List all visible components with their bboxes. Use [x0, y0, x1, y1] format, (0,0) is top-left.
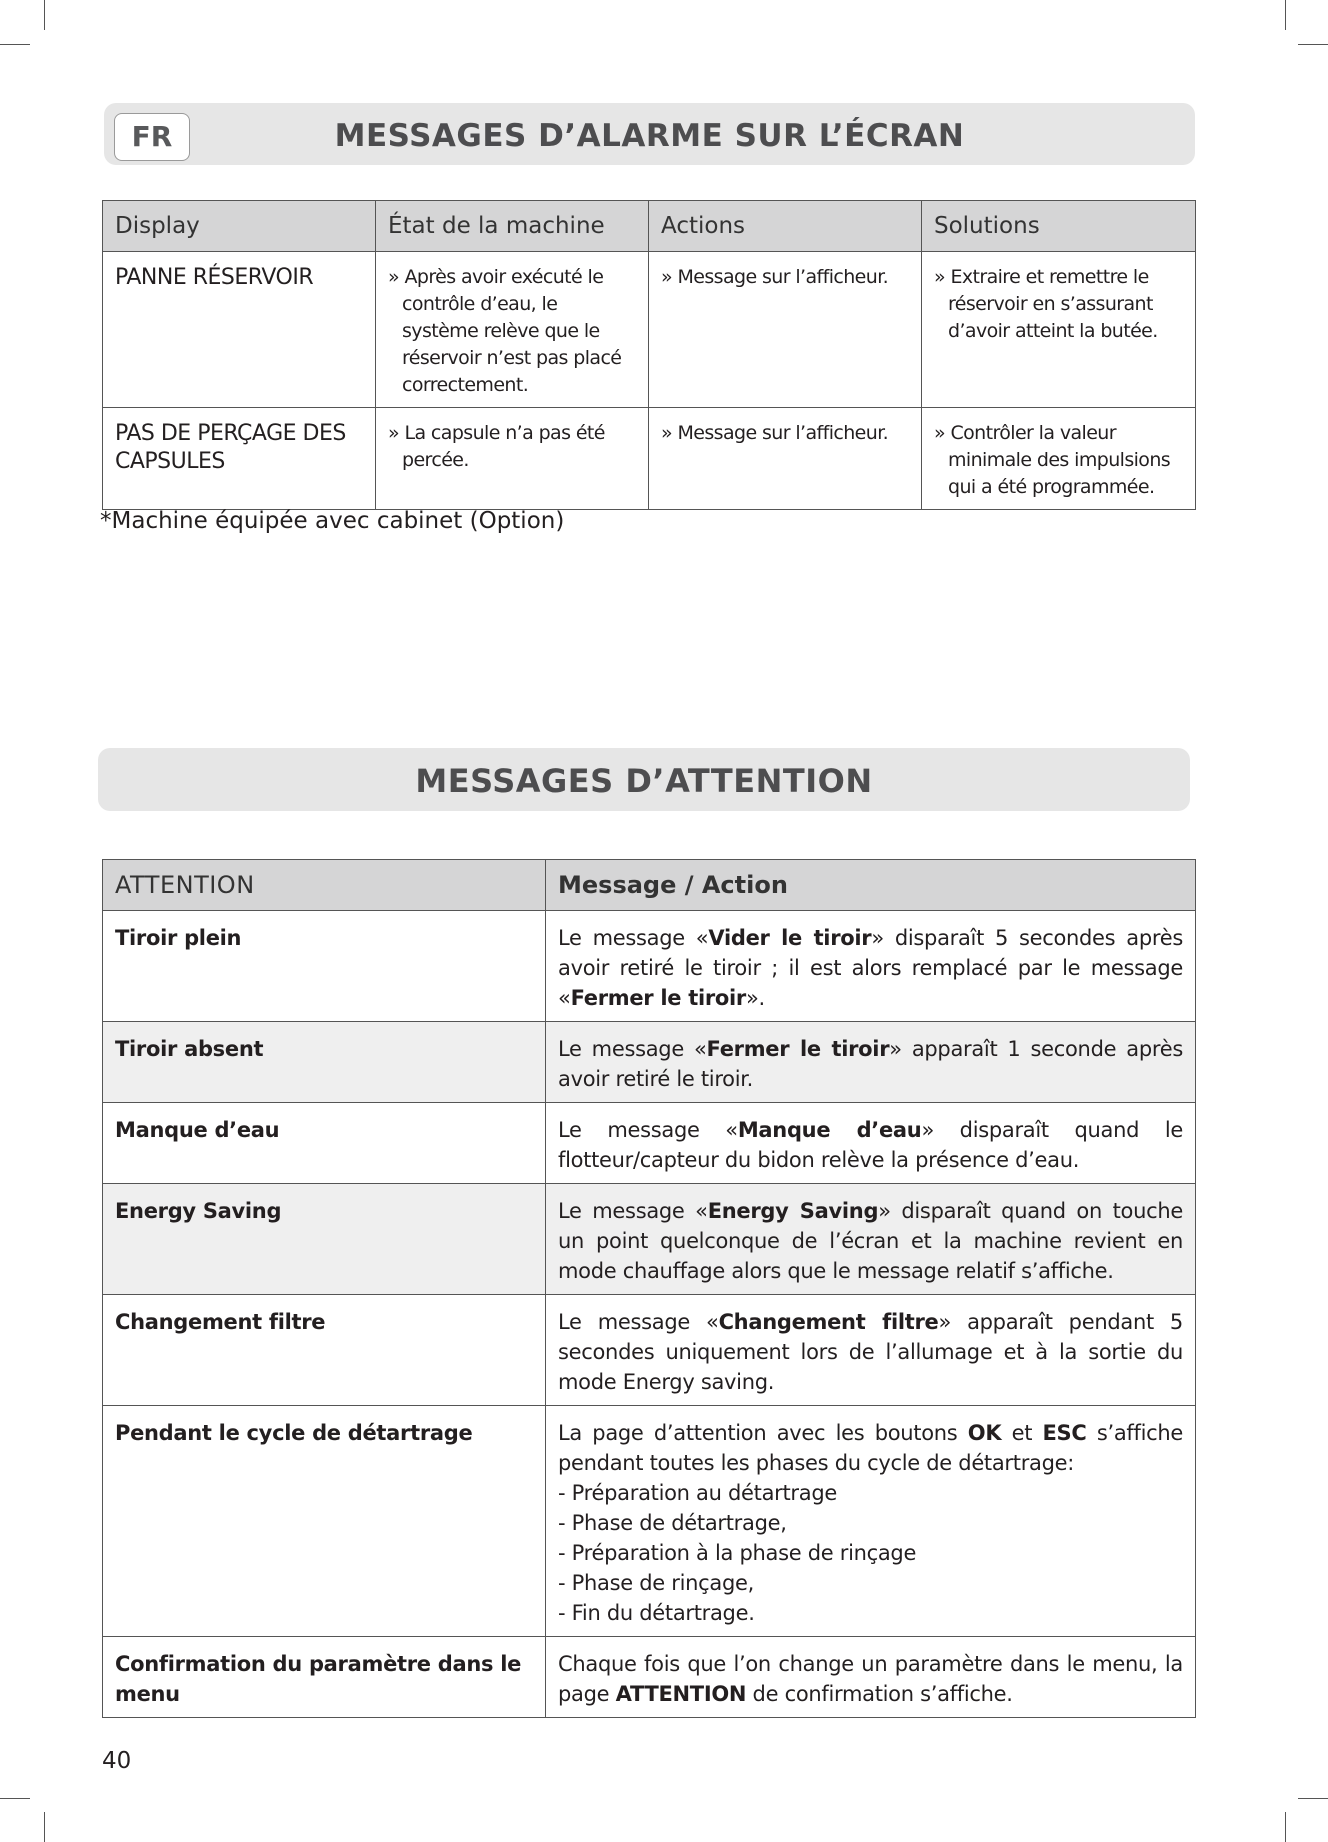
descaling-phase-item: - Préparation à la phase de rinçage	[558, 1541, 917, 1565]
crop-mark	[0, 44, 30, 45]
attention-label-cell: Energy Saving	[103, 1184, 546, 1295]
alarm-action-cell	[649, 408, 922, 510]
crop-mark	[1285, 0, 1286, 30]
alarm-state-text: » Après avoir exécuté le contrôle d’eau, le système relève que le réservoir n’est pas placé correctement.	[388, 266, 622, 396]
alarm-solution-text: » Contrôler la valeur minimale des impulsions qui a été programmée.	[934, 422, 1171, 498]
table-row	[103, 1103, 1196, 1184]
column-header-attention: ATTENTION	[103, 860, 546, 911]
attention-label-cell: Tiroir absent	[103, 1022, 546, 1103]
attention-message-cell	[546, 1184, 1196, 1295]
table-row	[103, 252, 1196, 408]
crop-mark	[0, 1798, 30, 1799]
attention-table-header-row	[103, 860, 1196, 911]
alarm-state-cell	[376, 408, 649, 510]
message-text: Le message «	[558, 1199, 708, 1223]
message-emphasis: Fermer le tiroir	[706, 1037, 890, 1061]
alarm-table-header-row	[103, 201, 1196, 252]
message-emphasis: ATTENTION	[615, 1682, 747, 1706]
descaling-phase-item: - Phase de détartrage,	[558, 1511, 787, 1535]
table-row	[103, 1184, 1196, 1295]
attention-label-cell: Pendant le cycle de détartrage	[103, 1406, 546, 1637]
alarm-state-cell	[376, 252, 649, 408]
message-emphasis: Manque d’eau	[737, 1118, 922, 1142]
crop-mark	[1285, 1812, 1286, 1842]
alarm-section-title: MESSAGES D’ALARME SUR L’ÉCRAN	[334, 118, 965, 154]
column-header-state: État de la machine	[376, 201, 649, 252]
message-text: s’affiche pendant toutes les phases du cycle de détartrage:	[558, 1421, 1184, 1475]
attention-table	[102, 859, 1196, 1718]
crop-mark	[44, 0, 45, 30]
column-header-message-action: Message / Action	[546, 860, 1196, 911]
attention-label-cell: Confirmation du paramètre dans le menu	[103, 1637, 546, 1718]
message-emphasis: OK	[967, 1421, 1002, 1445]
table-row	[103, 408, 1196, 510]
message-text: Le message «	[558, 1037, 707, 1061]
message-emphasis: Energy Saving	[707, 1199, 879, 1223]
message-text: ».	[745, 986, 765, 1010]
attention-message-cell	[546, 1103, 1196, 1184]
alarm-state-text: » La capsule n’a pas été percée.	[388, 422, 605, 471]
language-badge: FR	[114, 113, 190, 161]
footnote: *Machine équipée avec cabinet (Option)	[100, 508, 565, 534]
crop-mark	[1298, 44, 1328, 45]
message-emphasis: Fermer le tiroir	[570, 986, 746, 1010]
message-text: Chaque fois que l’on change un paramètre dans le menu, la page	[558, 1652, 1183, 1706]
message-emphasis: Vider le tiroir	[708, 926, 872, 950]
attention-message-cell	[546, 1295, 1196, 1406]
descaling-phase-item: - Préparation au détartrage	[558, 1481, 837, 1505]
attention-message-cell	[546, 1406, 1196, 1637]
column-header-display: Display	[103, 201, 376, 252]
alarm-action-cell	[649, 252, 922, 408]
crop-mark	[1298, 1798, 1328, 1799]
page-number: 40	[102, 1748, 132, 1774]
table-row	[103, 1637, 1196, 1718]
message-text: et	[1001, 1421, 1043, 1445]
message-text: » apparaît pendant 5 secondes uniquement lors de l’allumage et à la sortie du mode Energy saving.	[558, 1310, 1183, 1394]
message-text: » disparaît quand on touche un point quelconque de l’écran et la machine revient en mode chauffage alors que le message relatif s’affiche.	[558, 1199, 1183, 1283]
message-text: Le message «	[558, 1310, 719, 1334]
attention-table-body	[103, 911, 1196, 1718]
alarm-table	[102, 200, 1196, 510]
attention-message-cell	[546, 1637, 1196, 1718]
message-emphasis: Changement filtre	[718, 1310, 939, 1334]
column-header-actions: Actions	[649, 201, 922, 252]
alarm-action-text: » Message sur l’afficheur.	[661, 422, 889, 444]
descaling-phase-item: - Fin du détartrage.	[558, 1601, 755, 1625]
attention-label-cell: Manque d’eau	[103, 1103, 546, 1184]
alarm-action-text: » Message sur l’afficheur.	[661, 266, 889, 288]
alarm-solution-text: » Extraire et remettre le réservoir en s’assurant d’avoir atteint la butée.	[934, 266, 1158, 342]
message-text: Le message «	[558, 926, 709, 950]
alarm-solution-cell	[922, 408, 1196, 510]
attention-label-cell: Changement filtre	[103, 1295, 546, 1406]
attention-label-cell: Tiroir plein	[103, 911, 546, 1022]
message-text: » apparaît 1 seconde après avoir retiré le tiroir.	[558, 1037, 1183, 1091]
alarm-display-cell: PAS DE PERÇAGE DES CAPSULES	[103, 408, 376, 510]
attention-message-cell	[546, 1022, 1196, 1103]
table-row	[103, 911, 1196, 1022]
message-text: de confirmation s’affiche.	[746, 1682, 1013, 1706]
message-text: Le message «	[558, 1118, 738, 1142]
table-row	[103, 1406, 1196, 1637]
message-text: » disparaît quand le flotteur/capteur du bidon relève la présence d’eau.	[558, 1118, 1183, 1172]
message-text: La page d’attention avec les boutons	[558, 1421, 968, 1445]
attention-section-title: MESSAGES D’ATTENTION	[415, 762, 873, 800]
alarm-section-banner	[104, 103, 1195, 165]
message-text: » disparaît 5 secondes après avoir retiré le tiroir ; il est alors remplacé par le message «	[558, 926, 1183, 1010]
attention-message-cell	[546, 911, 1196, 1022]
attention-section-banner	[98, 748, 1190, 811]
crop-mark	[44, 1812, 45, 1842]
alarm-display-cell: PANNE RÉSERVOIR	[103, 252, 376, 408]
table-row	[103, 1295, 1196, 1406]
alarm-solution-cell	[922, 252, 1196, 408]
descaling-phase-item: - Phase de rinçage,	[558, 1571, 754, 1595]
column-header-solutions: Solutions	[922, 201, 1196, 252]
message-emphasis: ESC	[1042, 1421, 1087, 1445]
table-row	[103, 1022, 1196, 1103]
